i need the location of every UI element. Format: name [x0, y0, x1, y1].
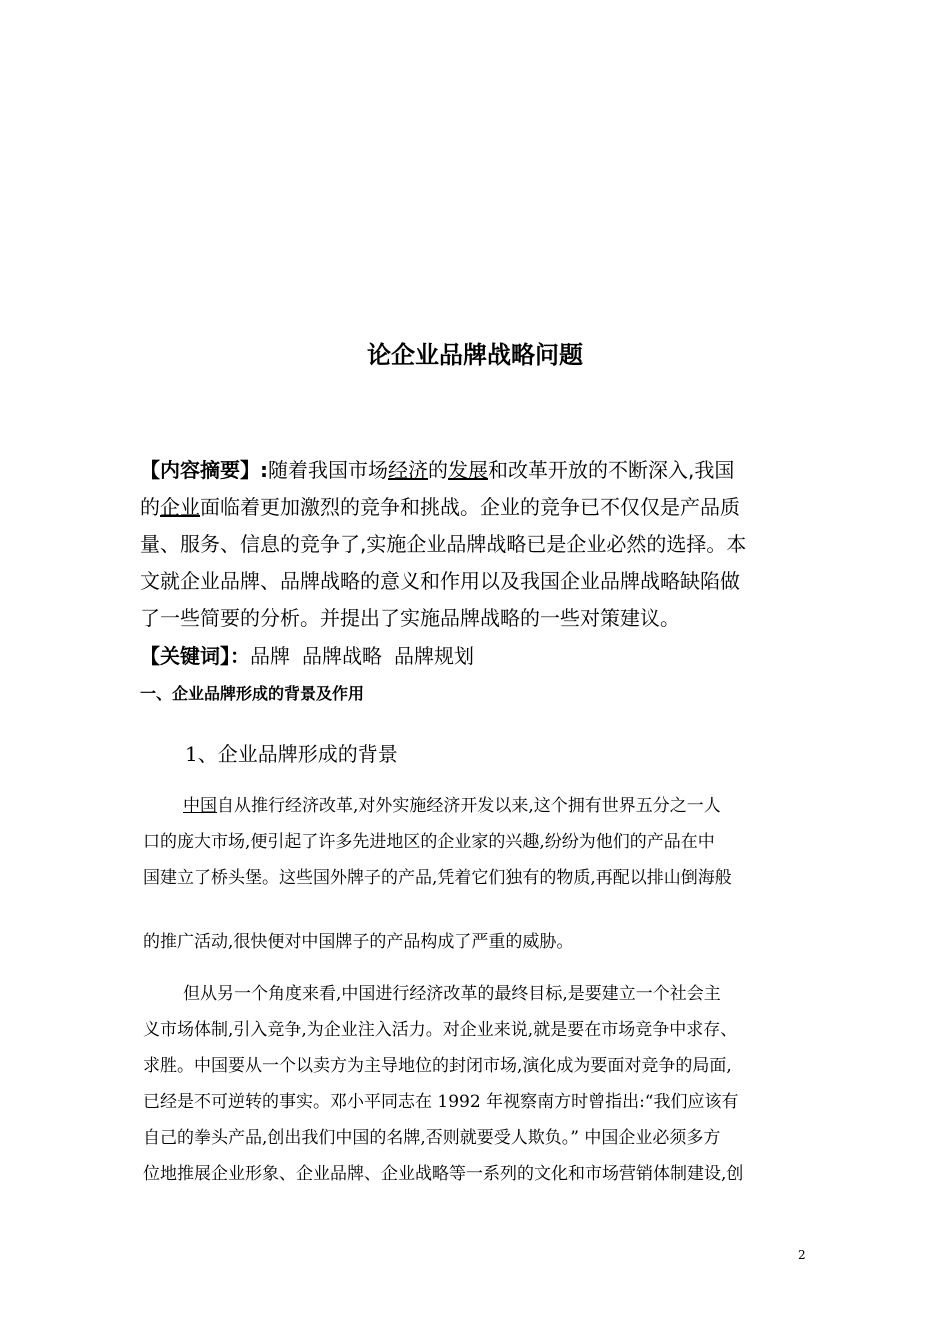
- abstract-text: 了一些简要的分析。并提出了实施品牌战略的一些对策建议。: [140, 606, 680, 630]
- link-enterprise[interactable]: 企业: [160, 495, 200, 519]
- paragraph-line: 的推广活动,很快便对中国牌子的产品构成了严重的威胁。: [143, 932, 574, 952]
- abstract-text: 文就企业品牌、品牌战略的意义和作用以及我国企业品牌战略缺陷做: [140, 569, 740, 593]
- paragraph-line: 求胜。中国要从一个以卖方为主导地位的封闭市场,演化成为要面对竞争的局面,: [143, 1056, 732, 1076]
- abstract-text: 量、服务、信息的竞争了,实施企业品牌战略已是企业必然的选择。本: [140, 532, 747, 556]
- paragraph-line: 已经是不可逆转的事实。邓小平同志在 1992 年视察南方时曾指出:“我们应该有: [143, 1092, 739, 1112]
- link-development[interactable]: 发展: [448, 458, 488, 482]
- section-heading: 一、企业品牌形成的背景及作用: [140, 684, 365, 703]
- link-china[interactable]: 中国: [183, 796, 217, 816]
- keyword: 品牌战略: [302, 644, 382, 668]
- keywords-label: 【关键词】：: [140, 644, 250, 668]
- abstract-text: 和改革开放的不断深入,我国: [488, 458, 735, 482]
- paragraph-line: 义市场体制,引入竞争,为企业注入活力。对企业来说,就是要在市场竞争中求存、: [143, 1020, 738, 1040]
- paragraph-line: 位地推展企业形象、企业品牌、企业战略等一系列的文化和市场营销体制建设,创: [143, 1164, 744, 1184]
- paragraph-text: 自从推行经济改革,对外实施经济开发以来,这个拥有世界五分之一人: [217, 796, 721, 816]
- paragraph-line: 自己的拳头产品,创出我们中国的名牌,否则就要受人欺负。” 中国企业必须多方: [143, 1128, 721, 1148]
- abstract-text: 随着我国市场: [268, 458, 388, 482]
- keyword: 品牌: [250, 644, 290, 668]
- abstract: [140, 452, 810, 637]
- keywords: [140, 638, 810, 674]
- abstract-text: 的: [428, 458, 448, 482]
- paragraph-line: 口的庞大市场,便引起了许多先进地区的企业家的兴趣,纷纷为他们的产品在中: [143, 832, 715, 852]
- abstract-text: 面临着更加激烈的竞争和挑战。企业的竞争已不仅仅是产品质: [200, 495, 740, 519]
- link-economy[interactable]: 经济: [388, 458, 428, 482]
- paragraph-line: [143, 788, 811, 824]
- document-title: 论企业品牌战略问题: [367, 341, 583, 369]
- paragraph-1: [143, 788, 811, 896]
- paragraph-1-last-line: [143, 924, 811, 960]
- subsection-heading: 1、企业品牌形成的背景: [185, 742, 398, 766]
- paragraph-2: [143, 976, 811, 1192]
- keyword: 品牌规划: [394, 644, 474, 668]
- abstract-text: 的: [140, 495, 160, 519]
- paragraph-line: 国建立了桥头堡。这些国外牌子的产品,凭着它们独有的物质,再配以排山倒海般: [143, 868, 732, 888]
- abstract-label: 【内容摘要】:: [140, 458, 268, 482]
- page-number: 2: [798, 1248, 806, 1262]
- paragraph-line: 但从另一个角度来看,中国进行经济改革的最终目标,是要建立一个社会主: [183, 984, 721, 1004]
